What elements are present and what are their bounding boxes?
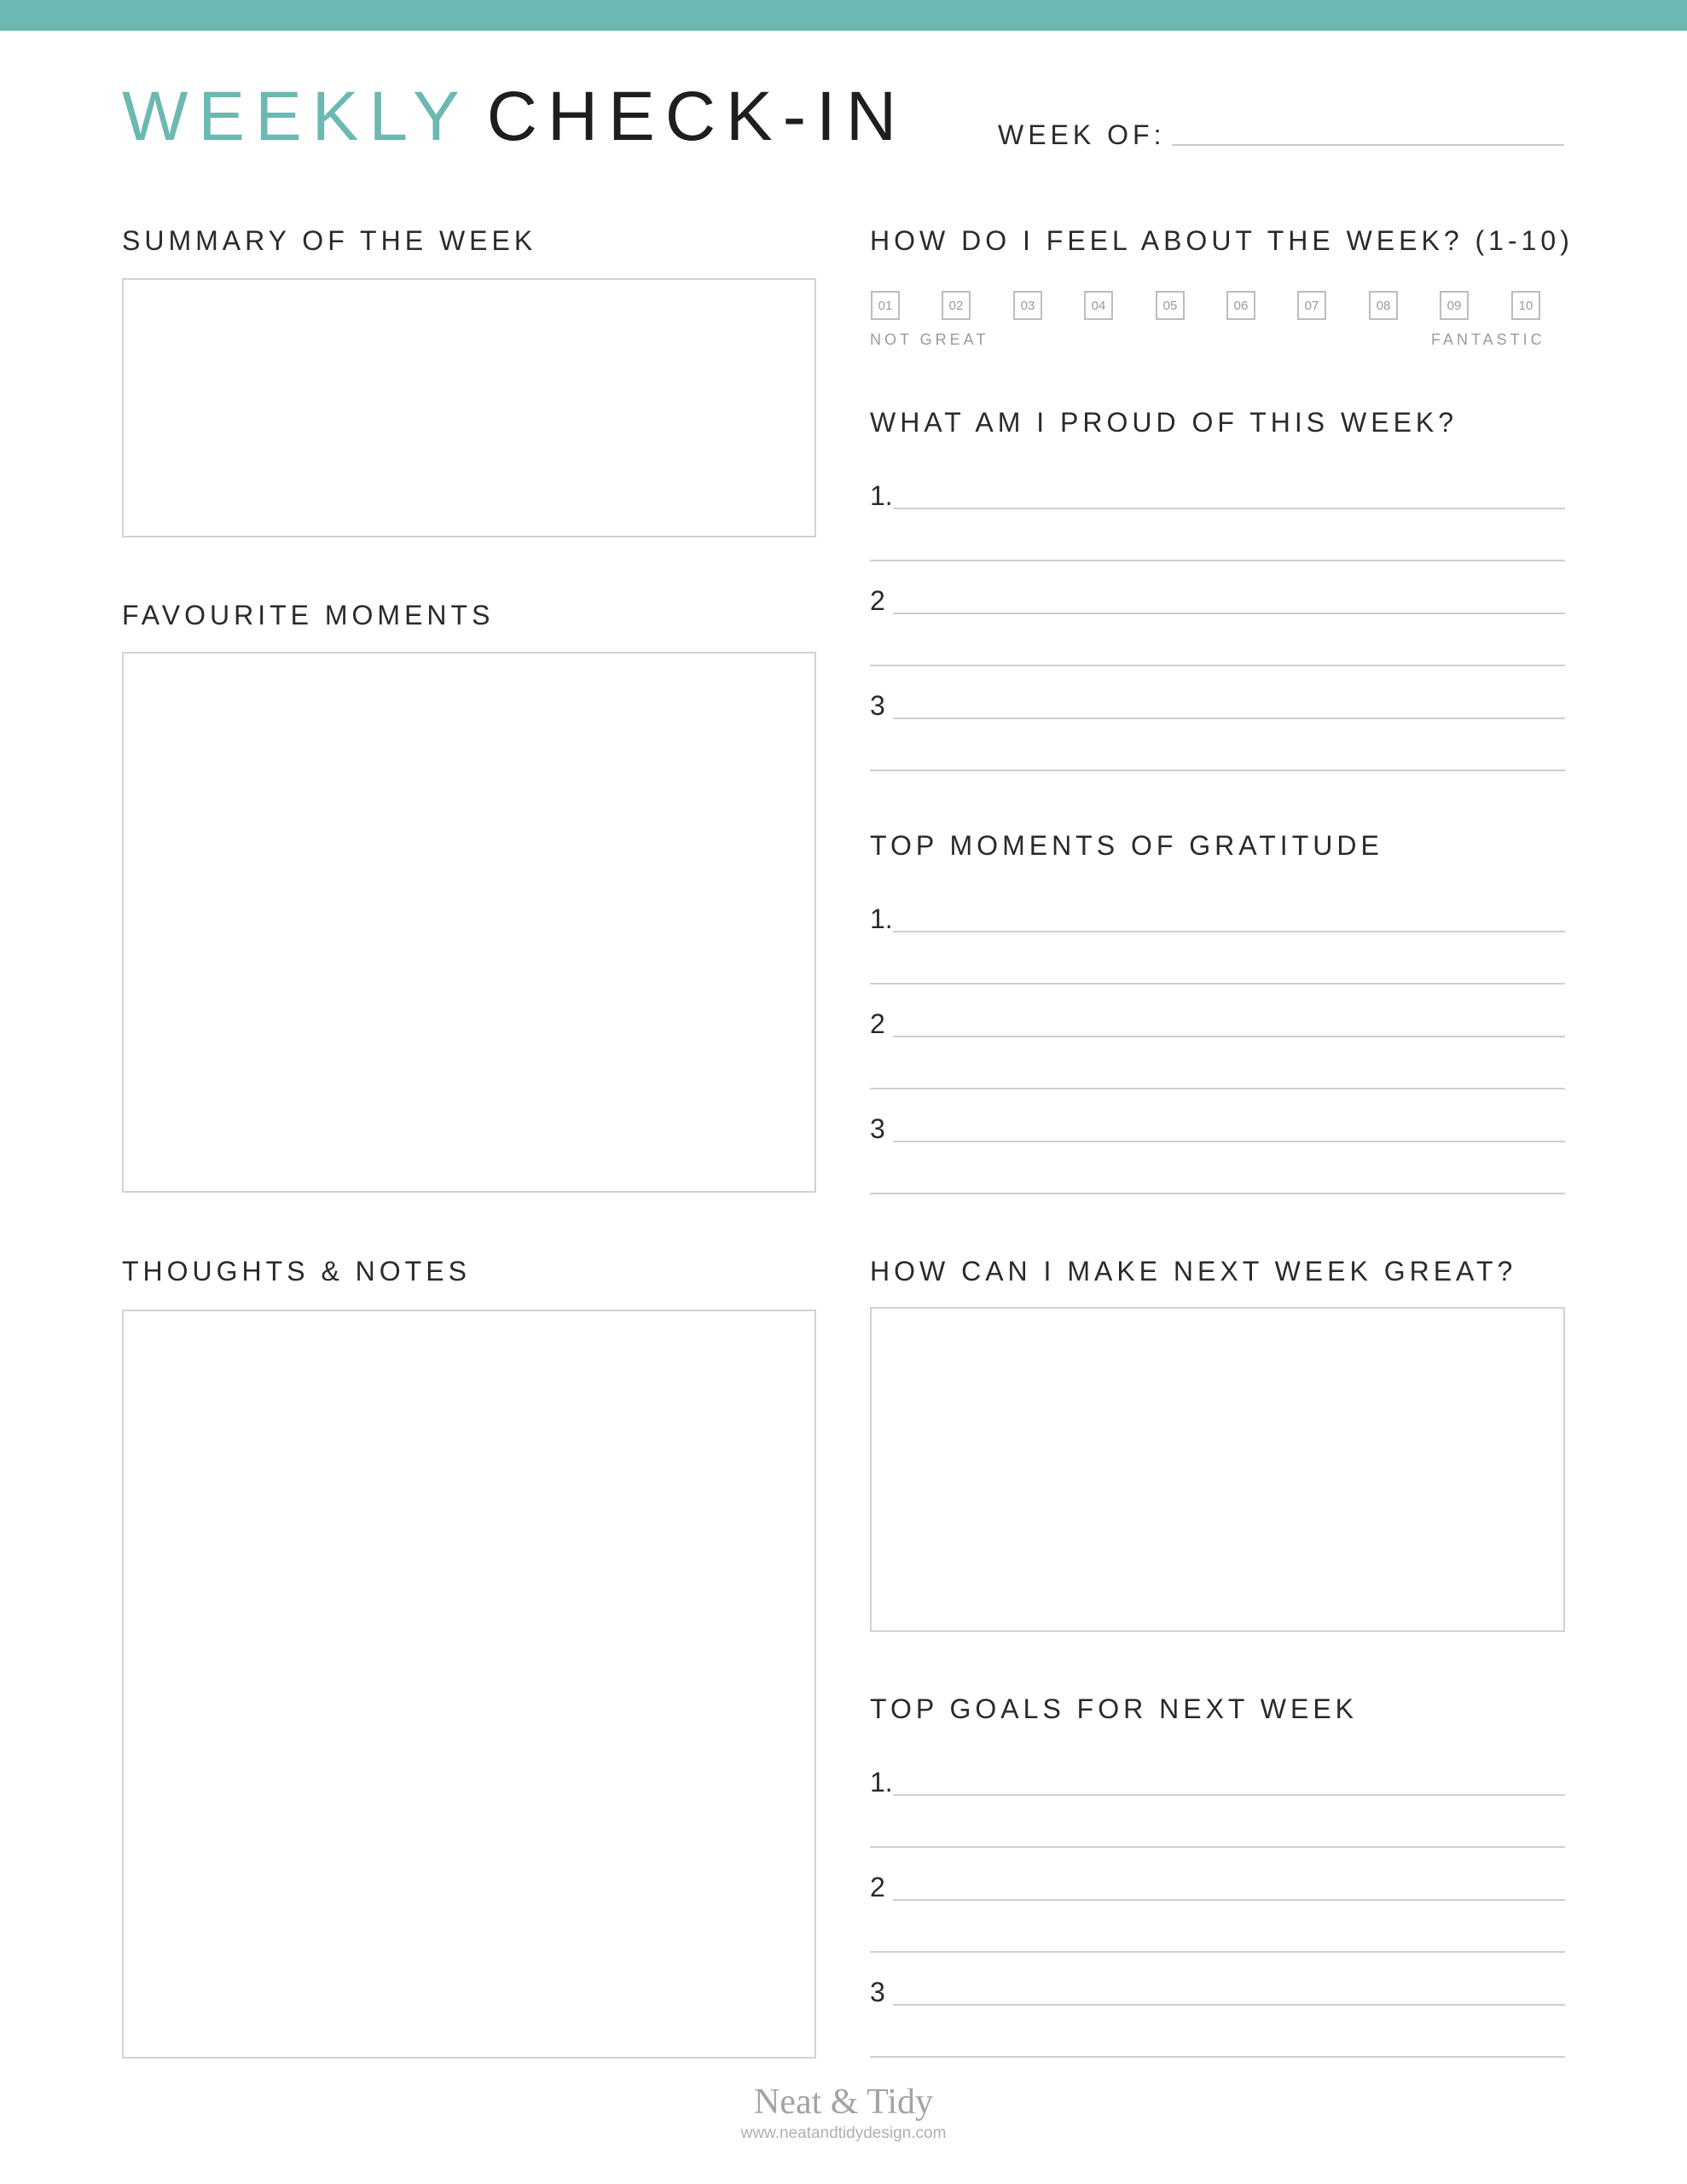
- rating-low-label: NOT GREAT: [870, 331, 989, 348]
- write-in-line[interactable]: [893, 931, 1565, 932]
- write-in-line[interactable]: [870, 665, 1565, 666]
- top-accent-bar: [0, 0, 1687, 31]
- item-number: 2: [870, 585, 885, 616]
- rating-box[interactable]: 10: [1511, 291, 1540, 320]
- rating-box[interactable]: 01: [871, 291, 900, 320]
- proud-heading: WHAT AM I PROUD OF THIS WEEK?: [870, 407, 1458, 438]
- item-number: 1.: [870, 903, 893, 934]
- rating-box[interactable]: 04: [1084, 291, 1113, 320]
- rating-box[interactable]: 09: [1440, 291, 1469, 320]
- week-of-label: WEEK OF:: [998, 119, 1166, 150]
- write-in-line[interactable]: [893, 2004, 1565, 2006]
- rating-box[interactable]: 08: [1369, 291, 1398, 320]
- footer-brand-logo: Neat & Tidy: [753, 2082, 934, 2122]
- week-of-field[interactable]: [1172, 144, 1564, 146]
- write-in-line[interactable]: [870, 1193, 1565, 1194]
- thoughts-notes-box[interactable]: [122, 1310, 816, 2059]
- write-in-line[interactable]: [870, 983, 1565, 985]
- summary-box[interactable]: [122, 278, 816, 537]
- rating-box[interactable]: 06: [1226, 291, 1255, 320]
- page-title: [122, 78, 907, 155]
- next-week-box[interactable]: [870, 1307, 1565, 1632]
- rating-box[interactable]: 03: [1013, 291, 1042, 320]
- item-number: 3: [870, 690, 885, 721]
- rating-box[interactable]: 07: [1297, 291, 1326, 320]
- write-in-line[interactable]: [870, 560, 1565, 561]
- summary-heading: SUMMARY OF THE WEEK: [122, 225, 537, 256]
- item-number: 1.: [870, 1767, 893, 1798]
- favourite-moments-box[interactable]: [122, 652, 816, 1193]
- title-rest: CHECK-IN: [486, 78, 907, 155]
- rating-high-label: FANTASTIC: [1431, 331, 1545, 348]
- write-in-line[interactable]: [870, 1088, 1565, 1089]
- item-number: 3: [870, 1113, 885, 1144]
- goals-heading: TOP GOALS FOR NEXT WEEK: [870, 1693, 1358, 1724]
- write-in-line[interactable]: [893, 717, 1565, 719]
- write-in-line[interactable]: [893, 1794, 1565, 1796]
- write-in-line[interactable]: [870, 770, 1565, 771]
- item-number: 2: [870, 1008, 885, 1039]
- gratitude-heading: TOP MOMENTS OF GRATITUDE: [870, 830, 1383, 861]
- write-in-line[interactable]: [893, 1899, 1565, 1901]
- rating-box[interactable]: 02: [942, 291, 971, 320]
- item-number: 3: [870, 1977, 885, 2007]
- write-in-line[interactable]: [870, 2056, 1565, 2058]
- write-in-line[interactable]: [870, 1951, 1565, 1953]
- rating-box[interactable]: 05: [1156, 291, 1185, 320]
- footer-url: www.neatandtidydesign.com: [740, 2124, 947, 2142]
- write-in-line[interactable]: [893, 613, 1565, 614]
- item-number: 1.: [870, 480, 893, 511]
- write-in-line[interactable]: [870, 1846, 1565, 1848]
- write-in-line[interactable]: [893, 1036, 1565, 1037]
- item-number: 2: [870, 1872, 885, 1902]
- feel-heading: HOW DO I FEEL ABOUT THE WEEK? (1-10): [870, 225, 1574, 256]
- favourite-moments-heading: FAVOURITE MOMENTS: [122, 600, 495, 630]
- write-in-line[interactable]: [893, 508, 1565, 509]
- next-week-heading: HOW CAN I MAKE NEXT WEEK GREAT?: [870, 1256, 1517, 1287]
- thoughts-notes-heading: THOUGHTS & NOTES: [122, 1256, 471, 1287]
- write-in-line[interactable]: [893, 1141, 1565, 1142]
- title-accent: WEEKLY: [122, 78, 470, 155]
